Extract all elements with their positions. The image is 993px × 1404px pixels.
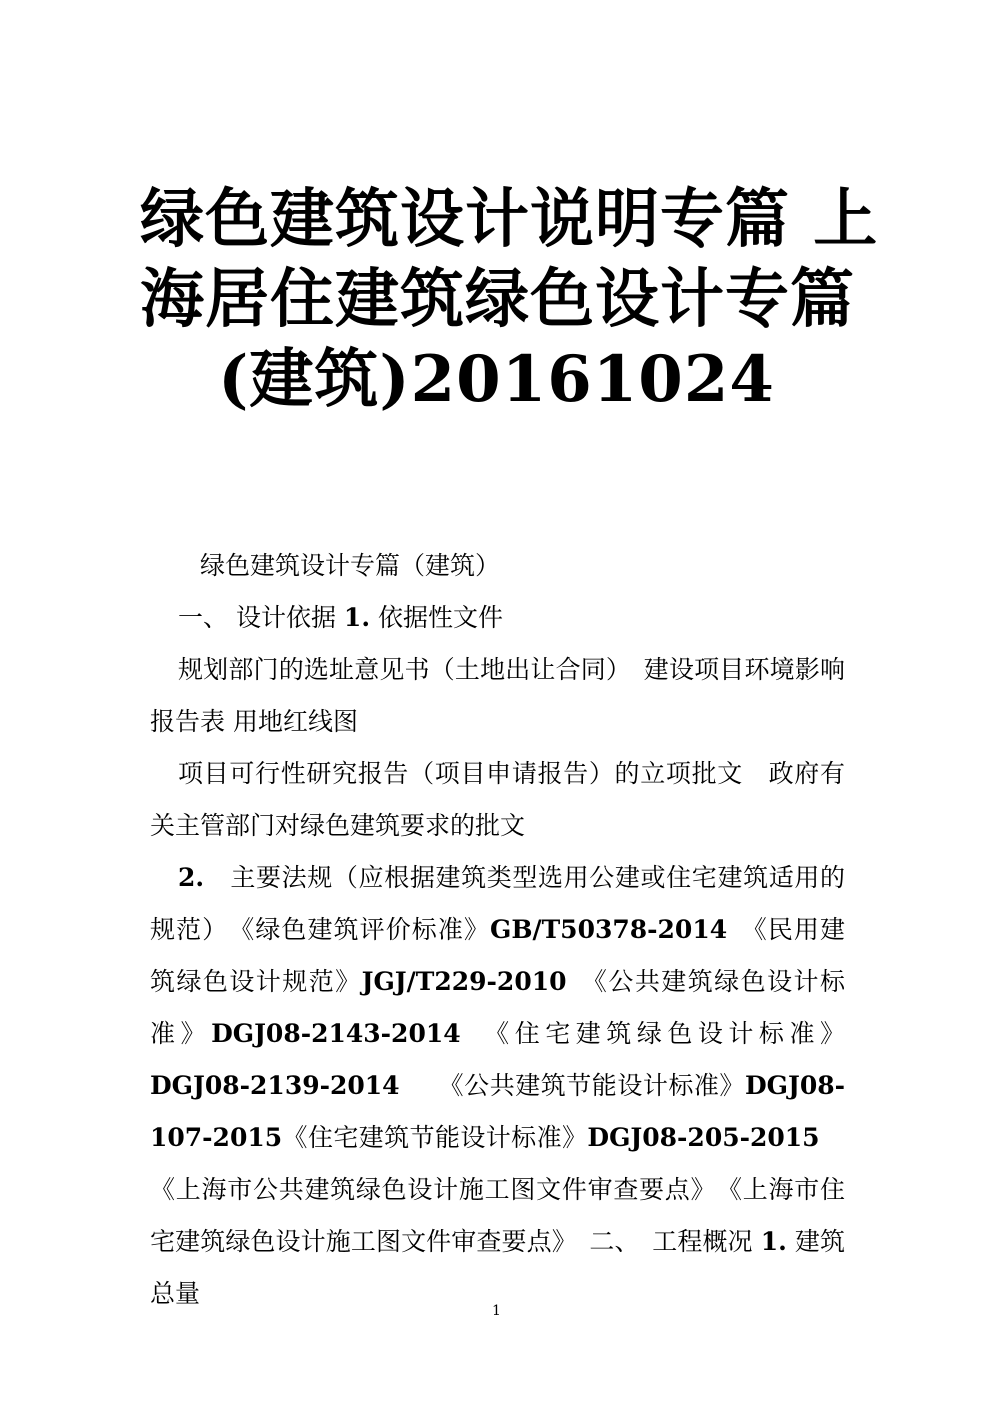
paragraph-text: 《民用建筑绿色设计规范》	[150, 915, 845, 996]
item-number: 1.	[760, 1227, 787, 1256]
item-number: 2.	[178, 863, 205, 892]
standard-code: DGJ08-2139-2014	[150, 1071, 400, 1100]
paragraph-text: 项目可行性研究报告（项目申请报告）的立项批文 政府有关主管部门对绿色建筑要求的批文	[150, 759, 845, 840]
item-title: 依据性文件	[370, 603, 503, 632]
standard-code: DGJ08-205-2015	[587, 1123, 820, 1152]
paragraph-text: 《住宅建筑绿色设计标准》	[460, 1019, 845, 1048]
paragraph-basis-docs-2	[150, 748, 845, 852]
paragraph-text: 《公共建筑节能设计标准》	[399, 1071, 745, 1100]
paragraph-text: 《上海市公共建筑绿色设计施工图文件审查要点》 《上海市住宅建筑绿色设计施工图文件审查要点》 二、 工程概况	[150, 1123, 845, 1256]
chapter-one-heading	[150, 592, 845, 644]
paragraph-basis-docs-1	[150, 644, 845, 748]
document-body	[150, 540, 845, 1320]
title-line-1: 绿色建筑设计说明专篇 上	[140, 182, 879, 257]
document-title	[140, 180, 879, 420]
page-number: 1	[492, 1303, 501, 1319]
standard-code: GB/T50378-2014	[489, 915, 728, 944]
paragraph-text: 建筑总量	[150, 1227, 846, 1308]
title-line-2: 海居住建筑绿色设计专篇	[140, 262, 855, 337]
title-line-3: (建筑)20161024	[218, 342, 775, 417]
section-heading	[150, 540, 845, 592]
section-heading-text: 绿色建筑设计专篇（建筑）	[200, 551, 501, 580]
chapter-title: 设计依据	[228, 603, 344, 632]
paragraph-regulations	[150, 852, 845, 1320]
paragraph-text: 《公共建筑绿色设计标准》	[150, 967, 845, 1048]
standard-code: DGJ08-2143-2014	[211, 1019, 461, 1048]
paragraph-text: 《住宅建筑节能设计标准》	[282, 1123, 588, 1152]
standard-code: JGJ/T229-2010	[361, 967, 567, 996]
chapter-number: 一、	[178, 603, 229, 632]
paragraph-text: 主要法规（应根据建筑类型选用公建或住宅建筑适用的规范） 《绿色建筑评价标准》	[150, 863, 845, 944]
item-number: 1.	[343, 603, 371, 632]
paragraph-text: 规划部门的选址意见书（土地出让合同） 建设项目环境影响报告表 用地红线图	[150, 655, 845, 736]
standard-code: DGJ08-107-2015	[150, 1071, 845, 1152]
